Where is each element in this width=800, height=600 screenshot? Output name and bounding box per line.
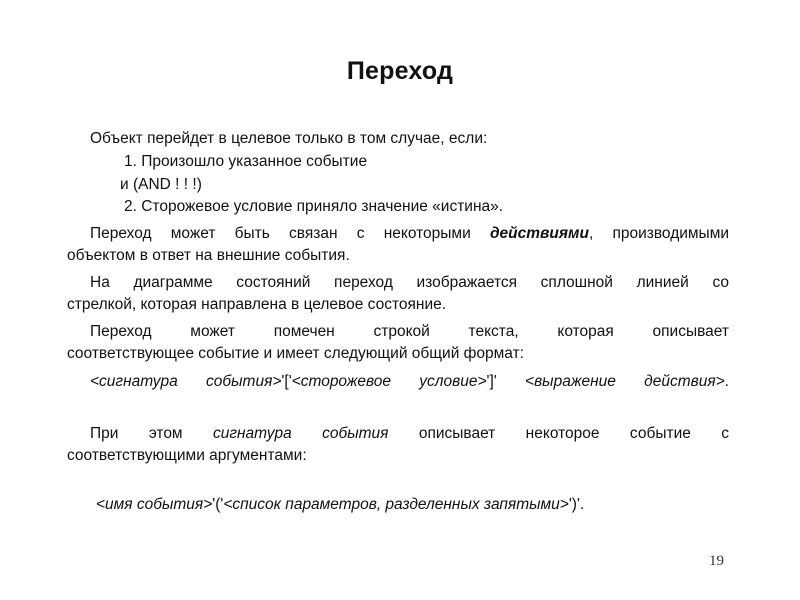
format-syntax-line <box>67 372 729 392</box>
parameter-list: <список параметров, разделенных запятыми> <box>223 496 569 513</box>
signature-text-start: При этом <box>90 425 213 442</box>
signature-syntax-line <box>96 495 584 515</box>
diagram-paragraph-line-2: стрелкой, которая направлена в целевое состояние. <box>67 296 447 313</box>
format-paragraph-line-2: соответствующее событие и имеет следующий общий формат: <box>67 345 524 362</box>
signature-paragraph-line-1 <box>67 424 729 444</box>
syntax-period: . <box>724 373 729 390</box>
signature-text-end: описывает некоторое событие с <box>388 425 729 442</box>
intro-text: Объект перейдет в целевое только в том случае, если: <box>90 130 488 147</box>
syntax-action: <выражение действия> <box>525 373 725 390</box>
actions-text-start: Переход может быть связан с некоторыми <box>90 225 490 242</box>
signature-period: . <box>579 496 585 513</box>
actions-text-end: , производимыми <box>588 225 730 242</box>
and-text: и (AND ! ! !) <box>120 176 202 193</box>
actions-emphasis: действиями <box>489 225 589 242</box>
page-title: Переход <box>346 57 454 85</box>
actions-paragraph-line-2: объектом в ответ на внешние события. <box>67 247 350 264</box>
condition-1-text: 1. Произошло указанное событие <box>124 153 368 170</box>
syntax-bracket-close: ']' <box>486 373 497 390</box>
signature-paragraph-line-2: соответствующими аргументами: <box>67 447 307 464</box>
syntax-guard: <сторожевое условие> <box>291 373 487 390</box>
condition-2-text: 2. Сторожевое условие приняло значение «истина». <box>124 198 504 215</box>
page-number: 19 <box>709 553 724 569</box>
paren-close: ')' <box>568 496 580 513</box>
event-name: <имя события> <box>96 496 213 513</box>
actions-paragraph-line-1 <box>67 224 729 244</box>
syntax-signature: <сигнатура события> <box>90 373 282 390</box>
format-paragraph-line-1: Переход может помечен строкой текста, которая описывает <box>90 323 729 340</box>
syntax-bracket-open: '[' <box>281 373 292 390</box>
signature-emphasis: сигнатура события <box>213 425 389 442</box>
diagram-paragraph-line-1: На диаграмме состояний переход изображается сплошной линией со <box>90 274 729 291</box>
paren-open: '(' <box>212 496 224 513</box>
